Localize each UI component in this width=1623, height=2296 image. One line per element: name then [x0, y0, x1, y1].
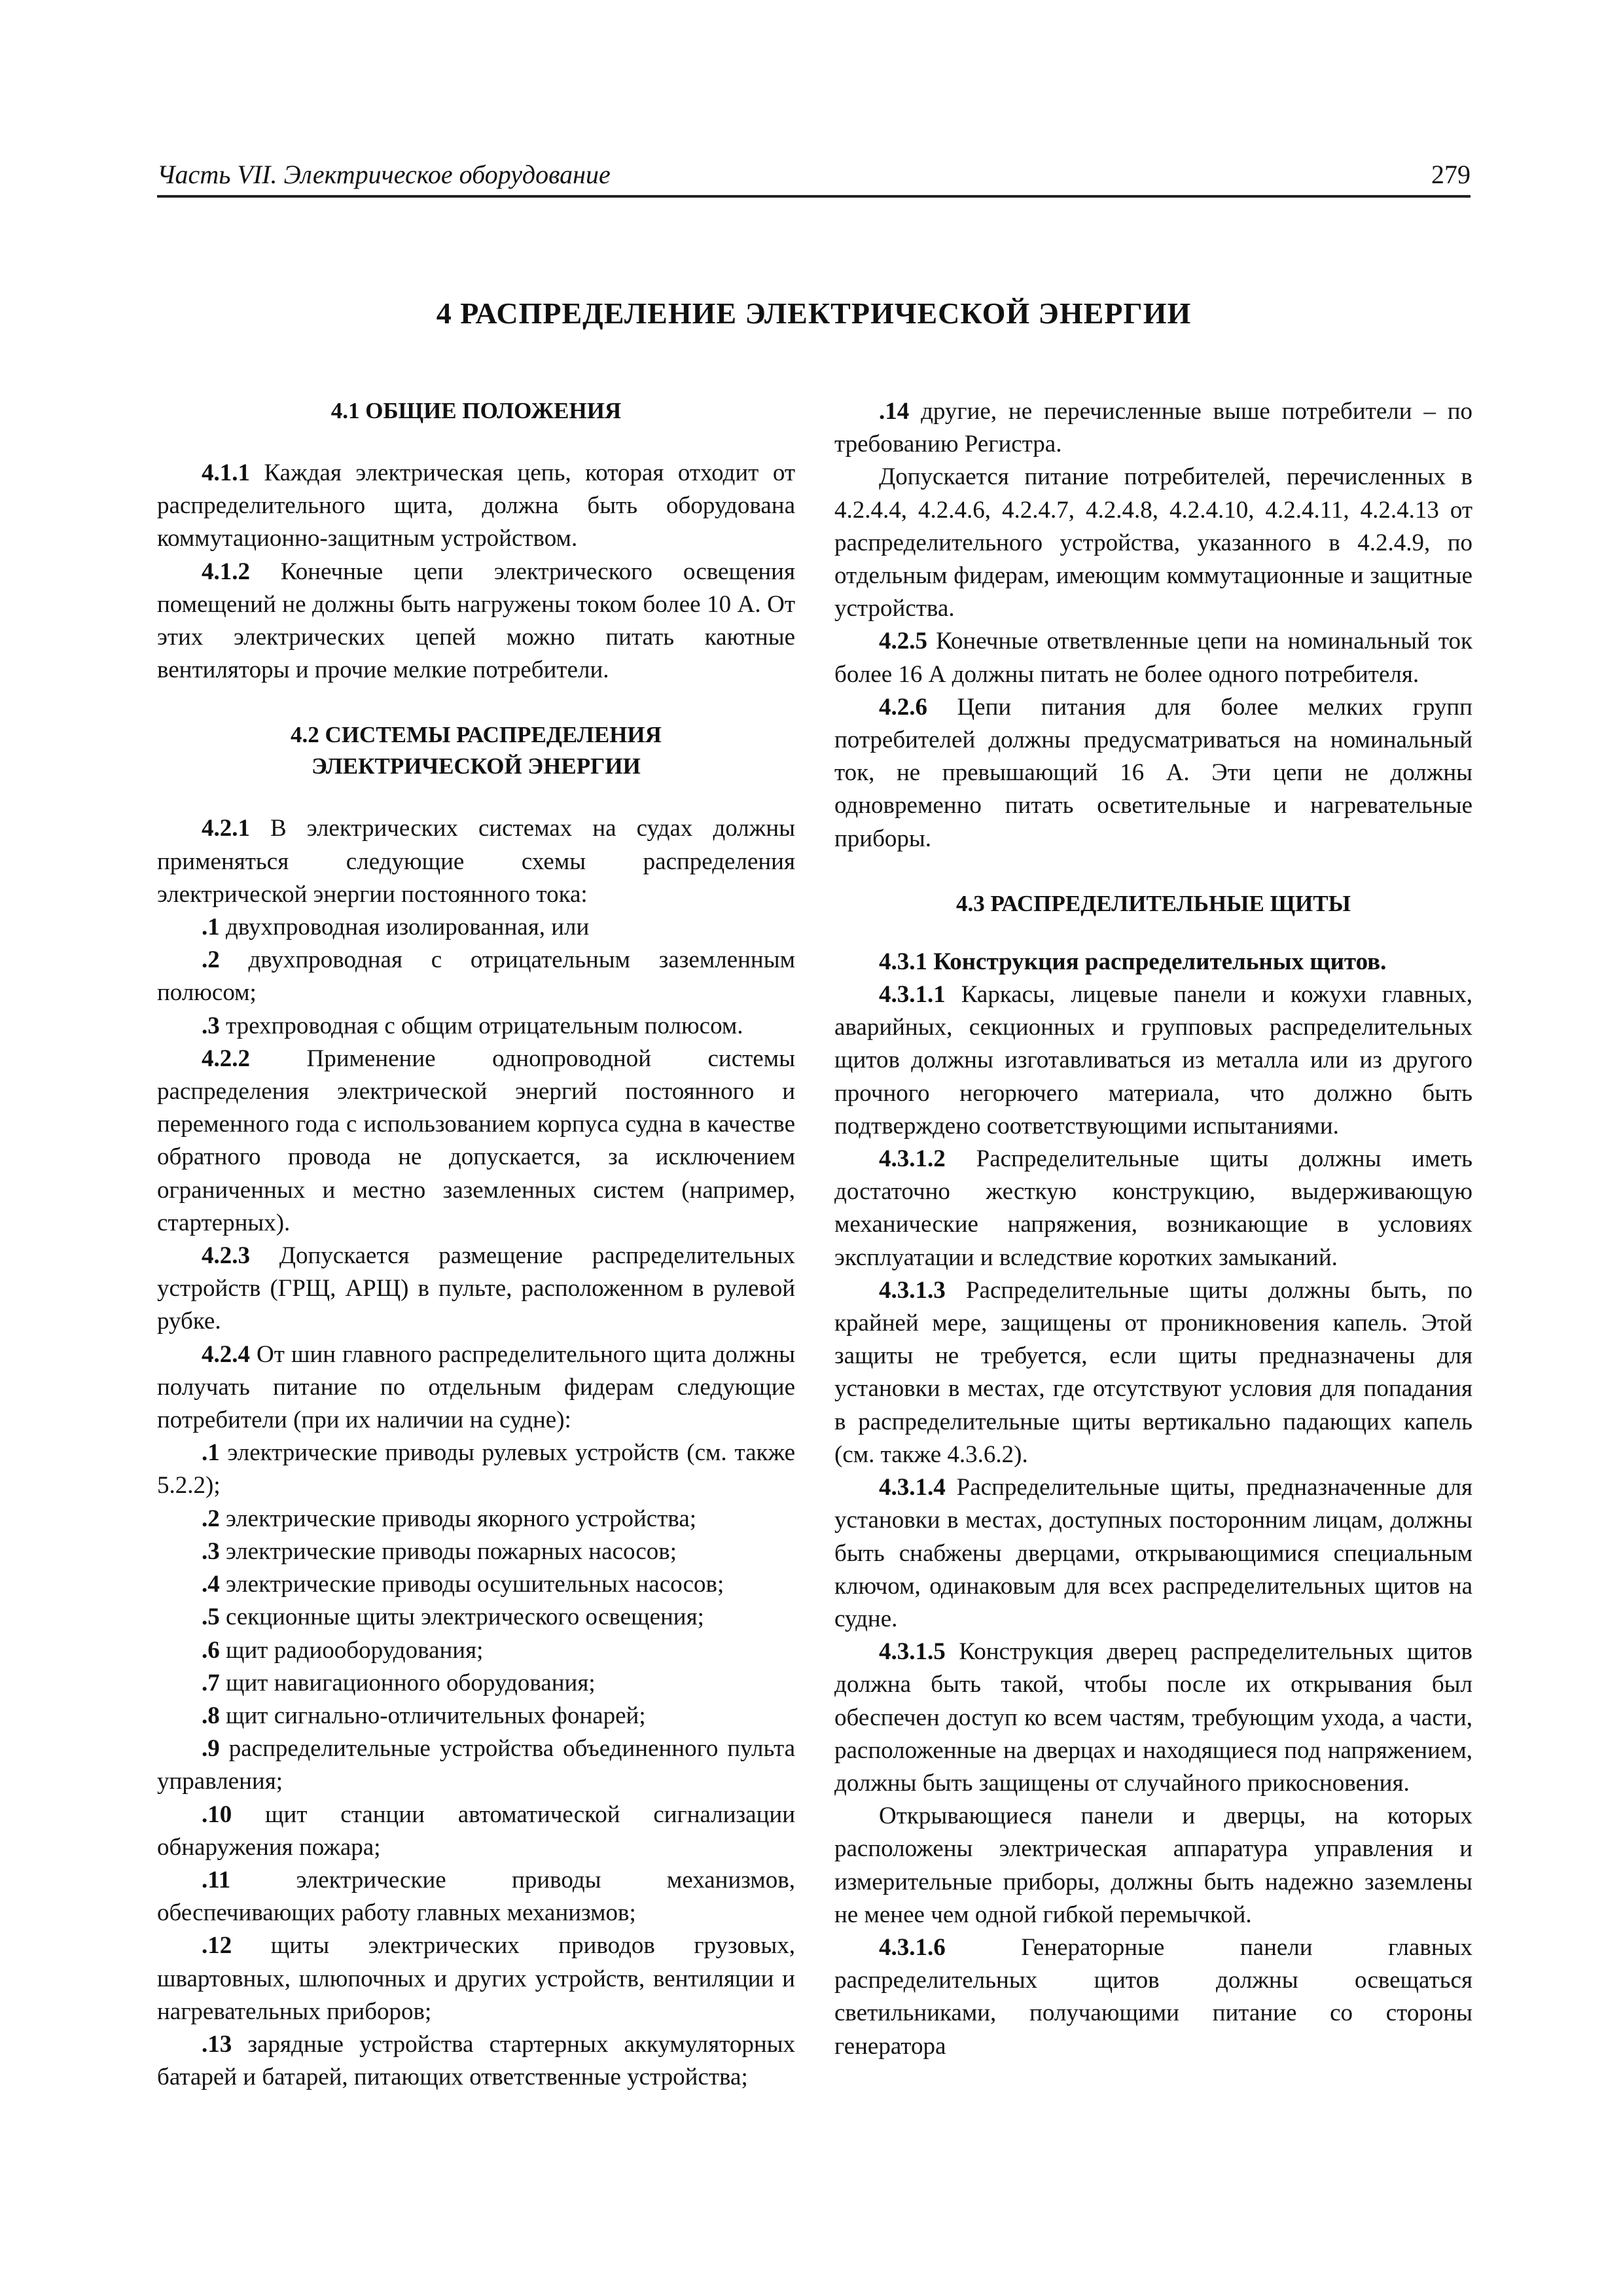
paragraph-4-2-5: [834, 625, 1472, 691]
clause-number: 4.2.6: [879, 693, 927, 721]
list-text: распределительные устройства объединенного пульта управления;: [157, 1735, 795, 1795]
running-header: [157, 156, 1471, 198]
section-heading-4-2: [157, 719, 795, 782]
paragraph-text: Генераторные панели главных распределительных щитов должны освещаться светильниками, получающими питание со стороны генератора: [834, 1933, 1472, 2060]
list-item: [157, 944, 795, 1009]
list-number: .1: [202, 1439, 220, 1467]
list-number: .2: [202, 1505, 220, 1532]
clause-number: 4.3.1.4: [879, 1474, 946, 1501]
paragraph-4-3-1-1: [834, 978, 1472, 1143]
clause-number: 4.1.1: [202, 459, 250, 486]
list-number: .1: [202, 914, 220, 941]
list-text: щит сигнально-отличительных фонарей;: [219, 1702, 646, 1729]
paragraph-4-1-2: [157, 556, 795, 687]
list-item: [157, 1929, 795, 2028]
paragraph-opening-panels: Открывающиеся панели и дверцы, на которых расположены электрическая аппаратура управления и измерительные приборы, должны быть надежно заземлены не менее чем одной гибкой перемычкой.: [834, 1803, 1472, 1928]
list-number: .9: [202, 1735, 220, 1763]
list-item: [157, 2028, 795, 2094]
paragraph-4-3-1-5: [834, 1636, 1472, 1800]
section-heading-4-3: 4.3 РАСПРЕДЕЛИТЕЛЬНЫЕ ЩИТЫ: [956, 890, 1351, 916]
list-text: электрические приводы пожарных насосов;: [219, 1537, 677, 1565]
paragraph-4-2-1: [157, 812, 795, 911]
list-item: [157, 1634, 795, 1667]
left-column: [157, 395, 795, 2094]
list-item: [157, 911, 795, 944]
right-column: [834, 395, 1472, 2063]
list-text: трехпроводная с общим отрицательным полюсом.: [219, 1012, 743, 1039]
clause-number: 4.2.2: [202, 1045, 250, 1072]
list-item: [157, 1667, 795, 1700]
paragraph-text: Каждая электрическая цепь, которая отходит от распределительного щита, должна быть оборудована коммутационно-защитным устройством.: [157, 459, 795, 552]
paragraph-4-3-1-3: [834, 1274, 1472, 1471]
list-text: электрические приводы механизмов, обеспечивающих работу главных механизмов;: [157, 1866, 795, 1927]
list-text: электрические приводы рулевых устройств (см. также 5.2.2);: [157, 1439, 795, 1499]
paragraph-text: Допускается размещение распределительных устройств (ГРЩ, АРЩ) в пульте, расположенном в рулевой рубке.: [157, 1242, 795, 1335]
paragraph-text: Конечные ответвленные цепи на номинальный ток более 16 А должны питать не более одного потребителя.: [834, 628, 1472, 688]
list-number: .3: [202, 1012, 220, 1039]
list-number: .5: [202, 1604, 220, 1631]
list-item: [157, 1601, 795, 1634]
clause-number: 4.3.1.1: [879, 981, 946, 1009]
clause-number: 4.3.1.6: [879, 1933, 946, 1961]
paragraph-text: Конструкция дверец распределительных щитов должна быть такой, чтобы после их открывания был обеспечен доступ ко всем частям, требующим ухода, а части, расположенные на дверцах и находящиеся под напряжением, должны быть защищены от случайного прикосновения.: [834, 1638, 1472, 1797]
list-text: другие, не перечисленные выше потребители – по требованию Регистра.: [834, 398, 1472, 458]
paragraph-text: В электрических системах на судах должны применяться следующие схемы распределения электрической энергии постоянного тока:: [157, 815, 795, 908]
subsection-heading-text: 4.3.1 Конструкция распределительных щитов.: [879, 948, 1387, 975]
paragraph-text: Распределительные щиты должны быть, по крайней мере, защищены от проникновения капель. Этой защиты не требуется, если щиты предназначены для установки в местах, где отсутствуют условия для попадания в распределительные щиты вертикально падающих капель (см. также 4.3.6.2).: [834, 1276, 1472, 1468]
section-heading-line: ЭЛЕКТРИЧЕСКОЙ ЭНЕРГИИ: [312, 753, 641, 780]
header-part-title: Часть VII. Электрическое оборудование: [157, 160, 611, 189]
list-item: [157, 1503, 795, 1535]
list-number: .13: [202, 2030, 232, 2058]
paragraph-text: Каркасы, лицевые панели и кожухи главных, аварийных, секционных и групповых распределительных щитов должны изготавливаться из металла или из другого прочного негорючего материала, что должно быть подтверждено соответствующими испытаниями.: [834, 981, 1472, 1139]
paragraph-text: Применение однопроводной системы распределения электрической энергий постоянного и переменного года с использованием корпуса судна в качестве обратного провода не допускается, за исключением ограниченных и местно заземленных систем (например, стартерных).: [157, 1045, 795, 1236]
clause-number: 4.1.2: [202, 558, 250, 585]
list-text: щиты электрических приводов грузовых, швартовных, шлюпочных и других устройств, вентиляции и нагревательных приборов;: [157, 1932, 795, 2025]
list-item: [157, 1437, 795, 1502]
list-text: электрические приводы якорного устройства;: [219, 1505, 697, 1532]
list-number: .8: [202, 1702, 220, 1729]
paragraph-4-2-6: [834, 691, 1472, 855]
list-number: .10: [202, 1801, 232, 1828]
clause-number: 4.3.1.3: [879, 1276, 946, 1304]
list-text: щит станции автоматической сигнализации обнаружения пожара;: [157, 1801, 795, 1861]
paragraph-text: Конечные цепи электрического освещения помещений не должны быть нагружены током более 10 А. От этих электрических цепей можно питать каютные вентиляторы и прочие мелкие потребители.: [157, 558, 795, 684]
list-text: щит радиооборудования;: [219, 1636, 484, 1664]
list-item: [157, 1568, 795, 1601]
list-text: двухпроводная с отрицательным заземленным полюсом;: [157, 946, 795, 1007]
paragraph-4-2-3: [157, 1240, 795, 1338]
list-item: [157, 1010, 795, 1043]
clause-number: 4.3.1.2: [879, 1145, 946, 1173]
clause-number: 4.3.1.5: [879, 1638, 946, 1666]
list-text: щит навигационного оборудования;: [219, 1669, 596, 1696]
paragraph-4-1-1: [157, 457, 795, 556]
chapter-title: 4 РАСПРЕДЕЛЕНИЕ ЭЛЕКТРИЧЕСКОЙ ЭНЕРГИИ: [436, 296, 1192, 330]
section-heading-line: 4.2 СИСТЕМЫ РАСПРЕДЕЛЕНИЯ: [291, 722, 662, 748]
list-number: .11: [202, 1866, 231, 1893]
clause-number: 4.2.5: [879, 628, 927, 655]
paragraph-4-3-1-6: [834, 1931, 1472, 2063]
list-item: [157, 1864, 795, 1929]
paragraph-4-3-1-4: [834, 1471, 1472, 1636]
list-item: [157, 1535, 795, 1568]
list-number: .14: [879, 398, 910, 425]
paragraph-text: От шин главного распределительного щита должны получать питание по отдельным фидерам следующие потребители (при их наличии на судне):: [157, 1340, 795, 1434]
paragraph-4-3-1-2: [834, 1143, 1472, 1274]
list-number: .3: [202, 1537, 220, 1565]
paragraph-text: Цепи питания для более мелких групп потребителей должны предусматриваться на номинальный ток, не превышающий 16 А. Эти цепи не должны одновременно питать осветительные и нагревательные приборы.: [834, 693, 1472, 852]
list-item: [834, 395, 1472, 461]
list-number: .7: [202, 1669, 220, 1696]
clause-number: 4.2.1: [202, 815, 250, 842]
list-item: [157, 1799, 795, 1864]
paragraph-4-2-4: [157, 1338, 795, 1437]
paragraph-allowance: Допускается питание потребителей, перечисленных в 4.2.4.4, 4.2.4.6, 4.2.4.7, 4.2.4.8, 4.2.4.10, 4.2.4.11, 4.2.4.13 от распределительного устройства, указанного в 4.2.4.9, по отдельным фидерам, имеющим коммутационные и защитные устройства.: [834, 463, 1472, 622]
list-text: зарядные устройства стартерных аккумуляторных батарей и батарей, питающих ответственные устройства;: [157, 2030, 795, 2091]
list-number: .4: [202, 1571, 220, 1598]
list-text: двухпроводная изолированная, или: [219, 914, 590, 941]
list-text: электрические приводы осушительных насосов;: [219, 1571, 724, 1598]
clause-number: 4.2.4: [202, 1340, 250, 1368]
subsection-heading-4-3-1: [834, 946, 1472, 978]
paragraph-text: Распределительные щиты должны иметь достаточно жесткую конструкцию, выдерживающую механические напряжения, возникающие в условиях эксплуатации и вследствие коротких замыканий.: [834, 1145, 1472, 1271]
list-item: [157, 1700, 795, 1732]
list-number: .12: [202, 1932, 232, 1960]
list-text: секционные щиты электрического освещения;: [219, 1604, 704, 1631]
section-heading-4-1: 4.1 ОБЩИЕ ПОЛОЖЕНИЯ: [330, 398, 622, 423]
list-item: [157, 1732, 795, 1798]
clause-number: 4.2.3: [202, 1242, 250, 1270]
list-number: .2: [202, 946, 220, 974]
header-page-number: 279: [1431, 160, 1471, 189]
paragraph-4-2-2: [157, 1043, 795, 1240]
paragraph-text: Распределительные щиты, предназначенные для установки в местах, доступных посторонним лицам, должны быть снабжены дверцами, открывающимися специальным ключом, одинаковым для всех распределительных щитов на судне.: [834, 1474, 1472, 1632]
list-number: .6: [202, 1636, 220, 1664]
